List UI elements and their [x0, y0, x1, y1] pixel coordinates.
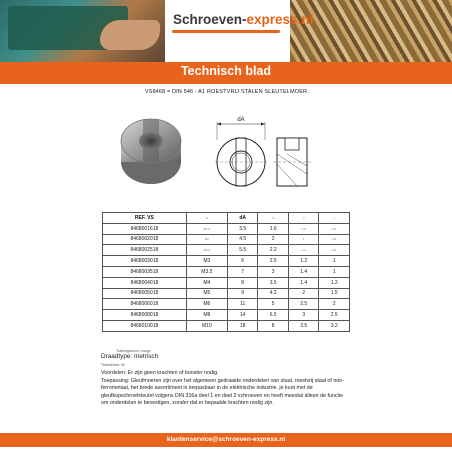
- table-cell-da: 5.5: [227, 245, 258, 256]
- table-body: [103, 223, 350, 331]
- table-cell-t: 1.2: [319, 277, 350, 288]
- table-cell-n: 1.4: [288, 277, 319, 288]
- brand-accent: express.nl: [246, 12, 314, 27]
- technical-drawing: [213, 114, 313, 196]
- brand-main: Schroeven-: [173, 12, 247, 27]
- page-title: Technisch blad: [180, 64, 272, 78]
- table-cell-t: 0.6: [319, 223, 350, 234]
- hand-image: [100, 20, 160, 50]
- table-cell-d: M3: [186, 256, 227, 267]
- table-cell-m: 3: [258, 266, 289, 277]
- slotted-nut-photo: [117, 117, 185, 189]
- training-text: Trainingsvorm: Lange: [116, 349, 151, 353]
- table-cell-da: 6: [227, 256, 258, 267]
- table-cell-m: 3.5: [258, 277, 289, 288]
- table-row: [103, 310, 350, 321]
- column-header: n: [288, 213, 319, 224]
- table-cell-d: M6: [186, 299, 227, 310]
- table-row: [103, 320, 350, 331]
- table-cell-n: 3.5: [288, 320, 319, 331]
- thread-type: Draadtype: metrisch: [101, 353, 159, 360]
- product-subtitle: VS8468 = DIN 546 - A1 ROESTVRIJ STALEN SLEUTELMOER: [144, 89, 308, 95]
- column-header: REF. VS: [103, 213, 187, 224]
- column-header: t: [319, 213, 350, 224]
- electronics-photo: [0, 0, 165, 62]
- table-cell-n: 1.2: [288, 245, 319, 256]
- drawing-label-da: dA: [237, 117, 245, 123]
- table-cell-t: 2: [319, 299, 350, 310]
- table-cell-t: 1: [319, 266, 350, 277]
- table-cell-ref: 8468002018: [103, 234, 187, 245]
- column-header: dA: [227, 213, 258, 224]
- footer-email[interactable]: klantenservice@schroeven-express.nl: [166, 436, 286, 443]
- logo-underline: [172, 30, 280, 33]
- table-cell-ref: 8468006018: [103, 299, 187, 310]
- table-cell-da: 7: [227, 266, 258, 277]
- table-cell-n: 2.5: [288, 299, 319, 310]
- table-row: [103, 234, 350, 245]
- table-cell-n: 2: [288, 288, 319, 299]
- table-cell-t: 2.5: [319, 310, 350, 321]
- table-cell-n: 1: [288, 234, 319, 245]
- table-cell-da: 18: [227, 320, 258, 331]
- table-cell-m: 6.5: [258, 310, 289, 321]
- table-cell-d: M3.5: [186, 266, 227, 277]
- table-cell-n: 1.4: [288, 266, 319, 277]
- table-cell-d: M4: [186, 277, 227, 288]
- table-cell-da: 11: [227, 299, 258, 310]
- table-row: [103, 277, 350, 288]
- table-row: [103, 256, 350, 267]
- tensile-strength: Treksterkte: 50: [101, 363, 125, 367]
- table-cell-ref: 8468003518: [103, 266, 187, 277]
- table-cell-t: 1: [319, 256, 350, 267]
- table-cell-ref: 8468003018: [103, 256, 187, 267]
- table-cell-da: 9: [227, 288, 258, 299]
- table-cell-t: 0.9: [319, 245, 350, 256]
- table-cell-t: 1.5: [319, 288, 350, 299]
- table-cell-d: M2: [186, 234, 227, 245]
- table-cell-ref: 8468004018: [103, 277, 187, 288]
- table-cell-ref: 8468005018: [103, 288, 187, 299]
- table-row: [103, 266, 350, 277]
- table-row: [103, 223, 350, 234]
- application-text: Toepassing: Gleufmoeren zijn over het algemeen gedraaide onderdelen van staal, roestvrij staal of non-ferrometaal, het brede assortiment is toepasbaar in de elektrische industrie. je kunt met de gleufkopschroefsleutel volgens DIN 316a deel 1 en deel 2 schroeven en heeft meestal alleen de functie om onderdelen te bevestigen, zonder dat er bepaalde krachten nodig zijn.: [101, 378, 344, 407]
- table-cell-n: 0.5: [288, 223, 319, 234]
- table-cell-m: 5: [258, 299, 289, 310]
- table-cell-m: 2.5: [258, 256, 289, 267]
- table-cell-d: M8: [186, 310, 227, 321]
- table-header-row: [103, 213, 350, 224]
- table-cell-d: M5: [186, 288, 227, 299]
- table-cell-da: 8: [227, 277, 258, 288]
- table-cell-da: 14: [227, 310, 258, 321]
- spec-table: [102, 212, 350, 332]
- table-row: [103, 245, 350, 256]
- advantages-text: Voordelen: Er zijn geen krachten of booster nodig.: [101, 370, 219, 376]
- table-cell-da: 3.5: [227, 223, 258, 234]
- table-row: [103, 288, 350, 299]
- column-header: m: [258, 213, 289, 224]
- table-cell-m: 2: [258, 234, 289, 245]
- table-cell-d: M10: [186, 320, 227, 331]
- table-cell-m: 8: [258, 320, 289, 331]
- table-cell-m: 1.6: [258, 223, 289, 234]
- table-cell-n: 3: [288, 310, 319, 321]
- table-cell-t: 3.2: [319, 320, 350, 331]
- table-cell-d: M2.5: [186, 245, 227, 256]
- table-cell-m: 4.2: [258, 288, 289, 299]
- table-cell-d: M1.6: [186, 223, 227, 234]
- table-cell-n: 1.2: [288, 256, 319, 267]
- table-cell-ref: 8468002518: [103, 245, 187, 256]
- table-cell-da: 4.5: [227, 234, 258, 245]
- table-row: [103, 299, 350, 310]
- screws-photo: [290, 0, 452, 62]
- table-cell-ref: 8468008018: [103, 310, 187, 321]
- column-header: D: [186, 213, 227, 224]
- brand-logo: [173, 12, 313, 27]
- table-cell-m: 2.2: [258, 245, 289, 256]
- table-cell-ref: 8468001618: [103, 223, 187, 234]
- table-cell-ref: 8468010018: [103, 320, 187, 331]
- table-cell-t: 0.8: [319, 234, 350, 245]
